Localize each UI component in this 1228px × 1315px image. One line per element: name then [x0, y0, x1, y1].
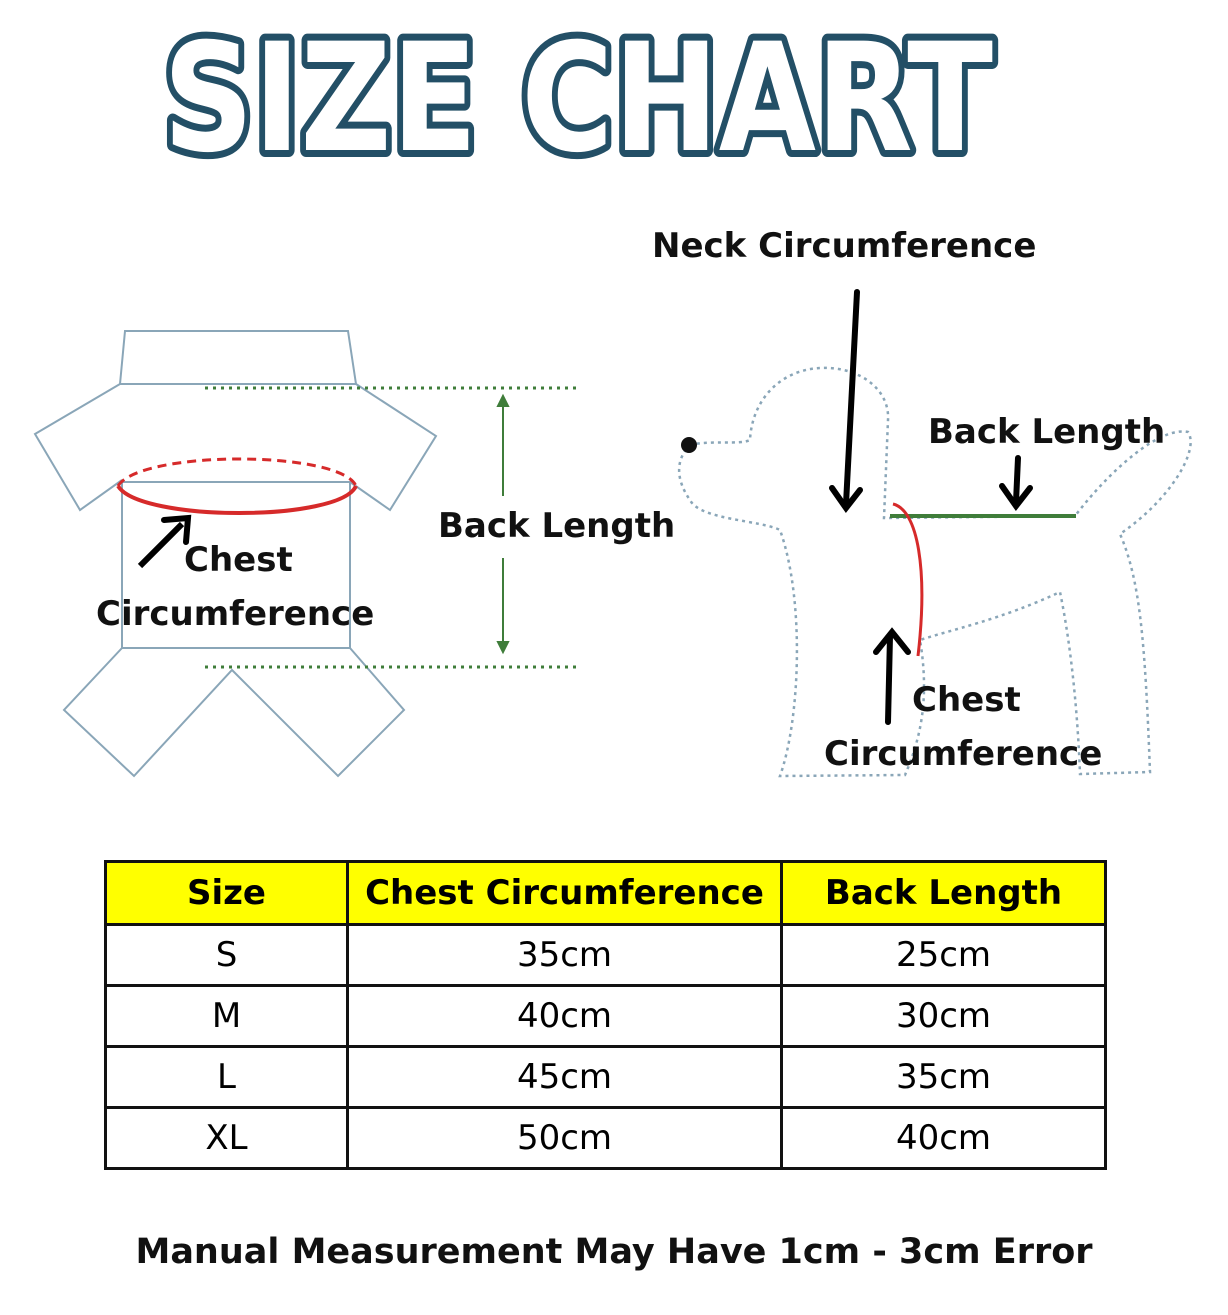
table-row [106, 1108, 1106, 1169]
title-text: SIZE CHART [163, 12, 993, 180]
size-table [104, 860, 1107, 1170]
cell-back-length: 30cm [782, 986, 1106, 1047]
cell-chest: 50cm [348, 1108, 782, 1169]
cell-chest: 45cm [348, 1047, 782, 1108]
dog-neck-arrow [832, 292, 860, 508]
cell-size: S [106, 925, 348, 986]
table-row [106, 986, 1106, 1047]
cell-back-length: 35cm [782, 1047, 1106, 1108]
cell-chest: 40cm [348, 986, 782, 1047]
dog-chest-label-line1: Chest [912, 680, 1021, 720]
size-chart-title [0, 10, 1228, 180]
dog-chest-arrow [876, 632, 908, 722]
measurement-error-note: Manual Measurement May Have 1cm - 3cm Error [135, 1232, 1093, 1272]
dog-nose [681, 437, 697, 453]
size-table-wrap [104, 860, 1104, 1170]
header-chest: Chest Circumference [348, 862, 782, 925]
dog-neck-label: Neck Circumference [652, 226, 1037, 266]
table-row [106, 925, 1106, 986]
garment-chest-label-line2: Circumference [96, 594, 375, 634]
header-size: Size [106, 862, 348, 925]
cell-back-length: 25cm [782, 925, 1106, 986]
header-back-length: Back Length [782, 862, 1106, 925]
cell-back-length: 40cm [782, 1108, 1106, 1169]
cell-size: L [106, 1047, 348, 1108]
garment-chest-arrow [140, 518, 188, 566]
cell-chest: 35cm [348, 925, 782, 986]
dog-back-length-arrow [1002, 458, 1030, 506]
garment-chest-label-line1: Chest [184, 540, 293, 580]
cell-size: M [106, 986, 348, 1047]
garment-back-length-label: Back Length [438, 506, 676, 546]
measurement-diagram [0, 200, 1228, 820]
garment-chest-line-front [118, 486, 356, 513]
dog-back-length-label: Back Length [928, 412, 1166, 452]
table-row [106, 1047, 1106, 1108]
dog-chest-label-line2: Circumference [824, 734, 1103, 774]
cell-size: XL [106, 1108, 348, 1169]
table-header-row [106, 862, 1106, 925]
dog-chest-ring [893, 504, 922, 656]
